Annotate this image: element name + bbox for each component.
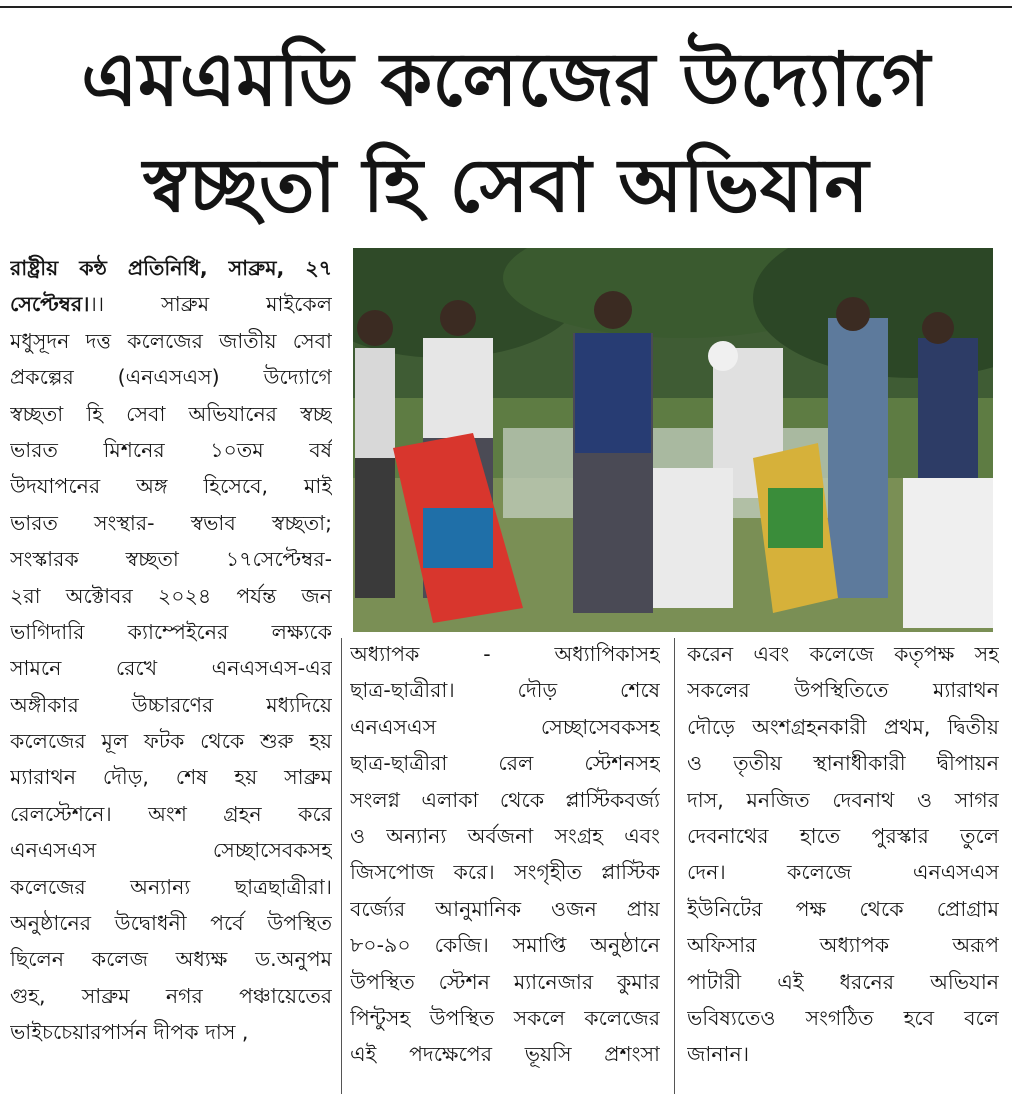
text-line: ভারত সংস্থার- স্বভাব স্বচ্ছতা; (10, 510, 332, 535)
news-photo (353, 248, 993, 632)
text-line: সামনে রেখে এনএসএস-এর (10, 656, 332, 681)
text-line: সংস্কারক স্বচ্ছতা ১৭সেপ্টেম্বর- (10, 547, 332, 572)
text-line: স্বচ্ছতা হি সেবা অভিযানের স্বচ্ছ (10, 401, 332, 426)
text-line: ছাত্র-ছাত্রীরা। দৌড় শেষে (350, 678, 660, 703)
headline-line-1: এমএমডি কলেজের উদ্যোগে (81, 37, 931, 123)
text-line: পাটারী এই ধরনের অভিযান (687, 969, 999, 994)
article-column-2 (350, 636, 660, 1073)
text-line: সকলের উপস্থিতিতে ম্যারাথন (687, 678, 999, 703)
text-line: জানান। (687, 1042, 750, 1067)
text-line: দেন। কলেজে এনএসএস (687, 860, 999, 885)
top-rule (0, 6, 1012, 8)
text-line: উদযাপনের অঙ্গ হিসেবে, মাই (10, 474, 332, 499)
text-line: অধ্যাপক - অধ্যাপিকাসহ (350, 642, 660, 666)
text-line: দৌড়ে অংশগ্রহনকারী প্রথম, দ্বিতীয় (687, 714, 999, 739)
text-line: করেন এবং কলেজে কতৃপক্ষ সহ (687, 642, 999, 666)
text-line: এই পদক্ষেপের ভূয়সি প্রশংসা (350, 1042, 660, 1067)
text-line: দাস, মনজিত দেবনাথ ও সাগর (687, 787, 999, 812)
text-line: ইউনিটের পক্ষ থেকে প্রোগ্রাম (687, 896, 999, 921)
text-line: ভবিষ্যতেও সংগঠিত হবে বলে (687, 1005, 999, 1030)
dateline-line-2: সেপ্টেম্বর।।। সাব্রুম মাইকেল (10, 292, 332, 317)
text-line: ছাত্র-ছাত্রীরা রেল স্টেশনসহ (350, 751, 660, 776)
text-line: ছিলেন কলেজ অধ্যক্ষ ড.অনুপম (10, 947, 332, 972)
column-rule-right (674, 638, 675, 1094)
text-line: অনুষ্ঠানের উদ্বোধনী পর্বে উপস্থিত (10, 911, 332, 936)
text-line: ভাগিদারি ক্যাম্পেইনের লক্ষ্যকে (10, 619, 332, 644)
text-line: পিন্টুসহ উপস্থিত সকলে কলেজের (350, 1005, 660, 1030)
text-line: ২রা অক্টোবর ২০২৪ পর্যন্ত জন (10, 583, 332, 608)
text-line: রেলস্টেশনে। অংশ গ্রহন করে (10, 801, 332, 826)
text-line: বর্জ্যের আনুমানিক ওজন প্রায় (350, 896, 660, 921)
text-line: এনএসএস সেচ্ছাসেবকসহ (10, 838, 332, 863)
text-line: ও তৃতীয় স্থানাধীকারী দ্বীপায়ন (687, 751, 999, 776)
article-column-1 (10, 250, 332, 1051)
column-rule-left (341, 638, 342, 1094)
text-line: অফিসার অধ্যাপক অরূপ (687, 933, 999, 958)
text-line: উপস্থিত স্টেশন ম্যানেজার কুমার (350, 969, 660, 994)
text-line: মধুসূদন দত্ত কলেজের জাতীয় সেবা (10, 328, 332, 353)
text-line: অঙ্গীকার উচ্চারণের মধ্যদিয়ে (10, 692, 332, 717)
text-line: কলেজের মূল ফটক থেকে শুরু হয় (10, 729, 332, 754)
text-line: এনএসএস সেচ্ছাসেবকসহ (350, 714, 660, 739)
text-line: গুহ, সাব্রুম নগর পঞ্চায়েতের (10, 983, 332, 1008)
text-line: ম্যারাথন দৌড়, শেষ হয় সাব্রুম (10, 765, 332, 790)
text-line: ও অন্যান্য অর্বজনা সংগ্রহ এবং (350, 823, 660, 848)
text-line: ৮০-৯০ কেজি। সমাপ্তি অনুষ্ঠানে (350, 933, 660, 958)
article-column-3 (687, 636, 999, 1073)
text-line: জিসপোজ করে। সংগৃহীত প্লাস্টিক (350, 860, 660, 885)
text-line: সংলগ্ন এলাকা থেকে প্লাস্টিকবর্জ্য (350, 787, 660, 812)
text-line: ভাইচচেয়ারপার্সন দীপক দাস , (10, 1020, 249, 1045)
headline-line-2: স্বচ্ছতা হি সেবা অভিযান (142, 143, 870, 229)
text-line: কলেজের অন্যান্য ছাত্রছাত্রীরা। (10, 874, 332, 899)
text-line: দেবনাথের হাতে পুরস্কার তুলে (687, 823, 999, 848)
text-line: প্রকল্পের (এনএসএস) উদ্যোগে (10, 365, 332, 390)
text-line: ভারত মিশনের ১০তম বর্ষ (10, 437, 332, 462)
dateline: রাষ্ট্রীয় কন্ঠ প্রতিনিধি, সাব্রুম, ২৭ (10, 256, 332, 280)
